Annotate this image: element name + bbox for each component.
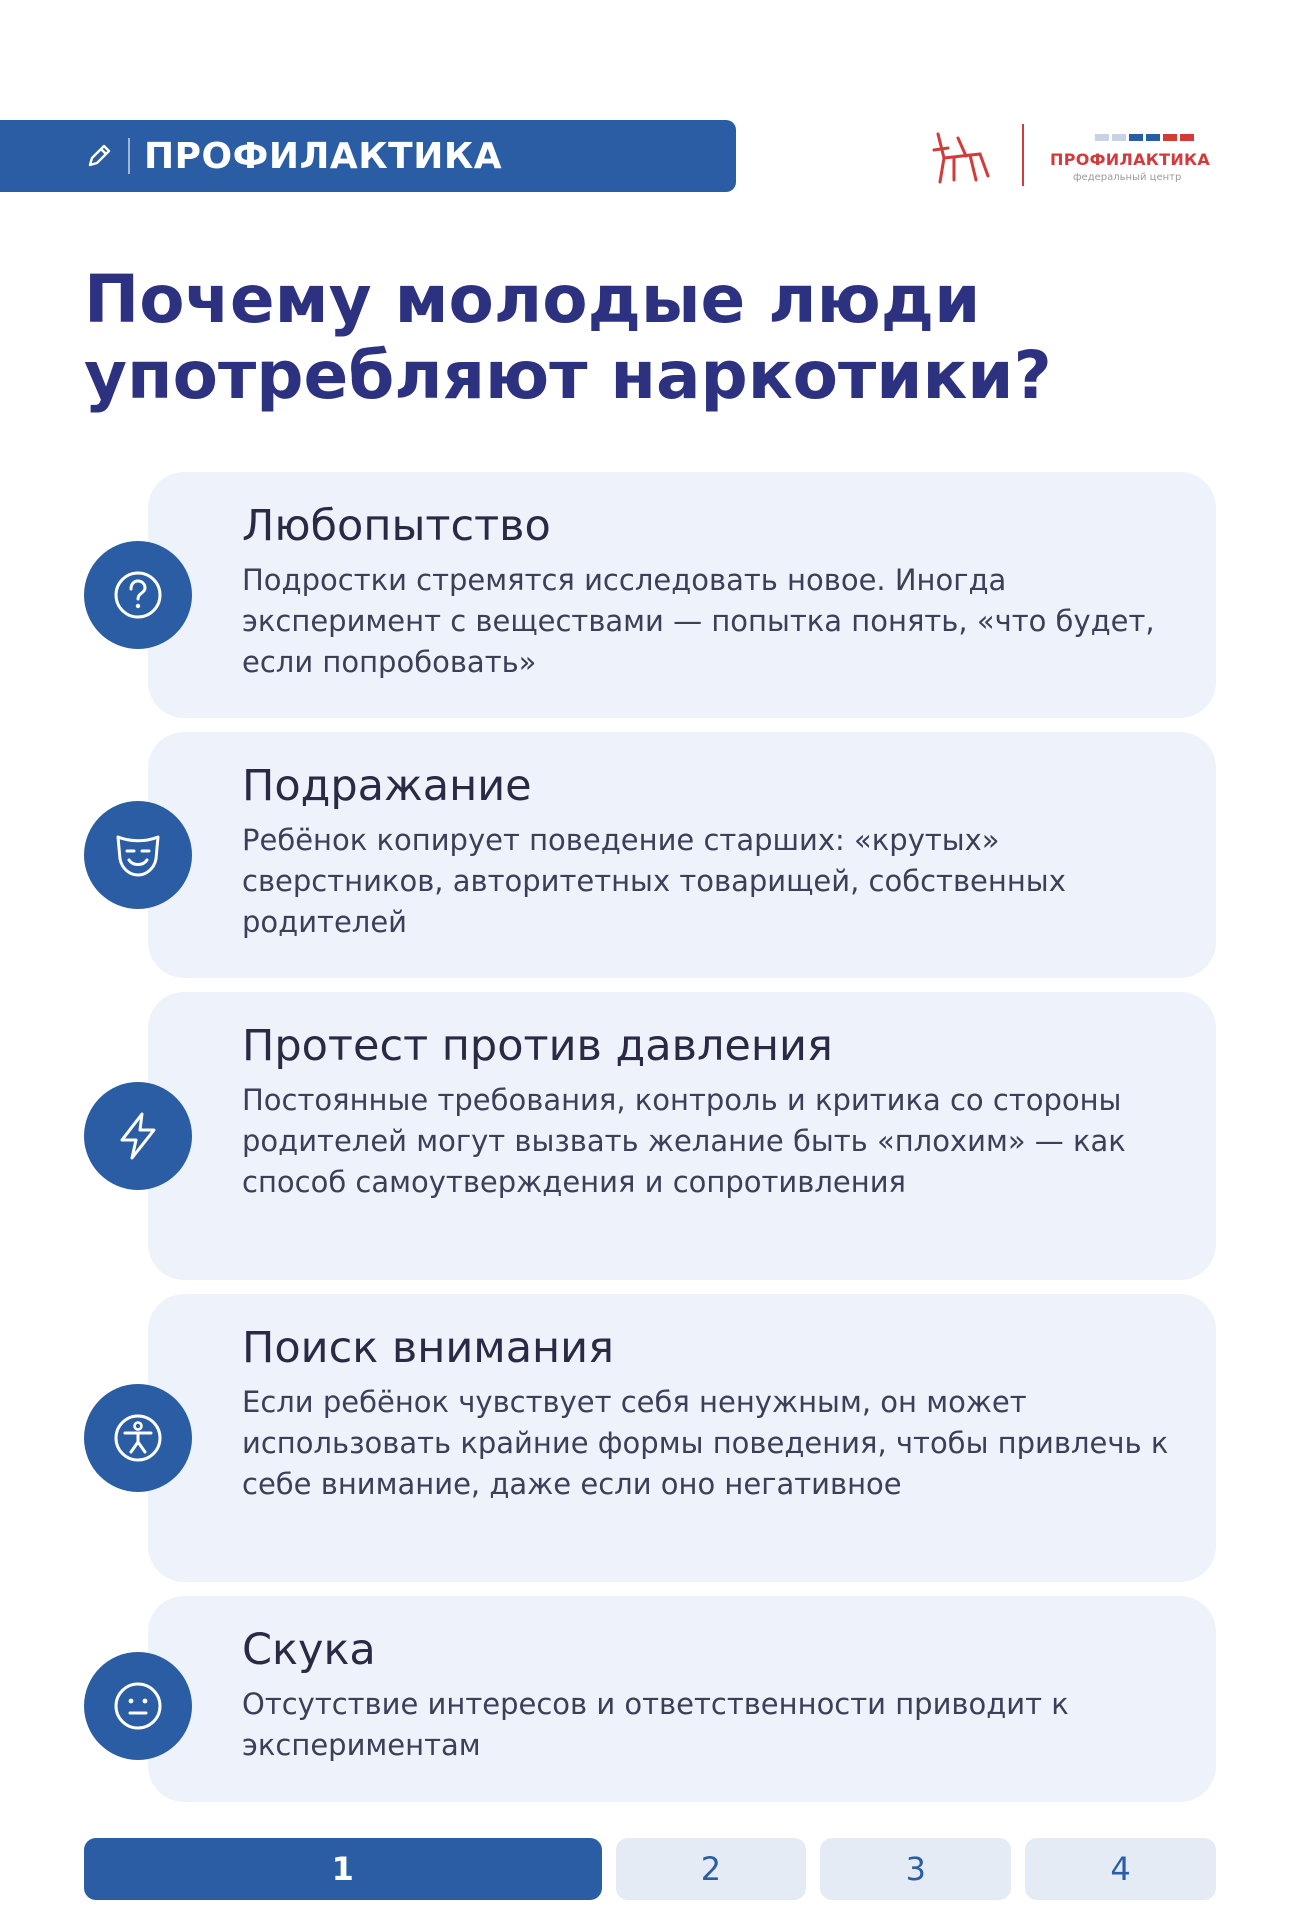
reason-card-protest: [148, 992, 1216, 1280]
reason-card-boredom: [148, 1596, 1216, 1802]
lightning-icon: [84, 1082, 192, 1190]
reason-title: Протест против давления: [242, 1021, 833, 1071]
reason-text: Отсутствие интересов и ответственности приводит к экспериментам: [242, 1687, 1069, 1762]
pagination: [84, 1838, 1216, 1900]
reason-text: Постоянные требования, контроль и критика со стороны родителей могут вызвать желание быть «плохим» — как способ самоутверждения и сопротивления: [242, 1083, 1126, 1199]
page-title-line-2: употребляют наркотики?: [84, 337, 1052, 414]
section-header-bar: [0, 120, 736, 192]
pencil-icon: [84, 141, 114, 171]
logo-color-bars: [1095, 134, 1194, 141]
logo-title: ПРОФИЛАКТИКА: [1050, 150, 1211, 169]
reason-card-imitation: [148, 732, 1216, 978]
page-tab-2[interactable]: 2: [616, 1838, 807, 1900]
neutral-face-icon: [84, 1652, 192, 1760]
logo-divider: [1022, 124, 1024, 186]
section-label: ПРОФИЛАКТИКА: [144, 135, 503, 177]
reason-title: Поиск внимания: [242, 1323, 614, 1373]
reason-text: Ребёнок копирует поведение старших: «крутых» сверстников, авторитетных товарищей, собственных родителей: [242, 823, 1066, 939]
reason-card-curiosity: [148, 472, 1216, 718]
page-tab-1[interactable]: 1: [84, 1838, 602, 1900]
reason-text: Подростки стремятся исследовать новое. Иногда эксперимент с веществами — попытка понять, «что будет, если попробовать»: [242, 563, 1155, 679]
page-tab-4[interactable]: 4: [1025, 1838, 1216, 1900]
brand-logo: [930, 120, 1230, 200]
header-separator: [128, 138, 130, 174]
chair-icon: [930, 128, 994, 186]
person-icon: [84, 1384, 192, 1492]
page-title-line-1: Почему молодые люди: [84, 261, 981, 338]
reason-text: Если ребёнок чувствует себя ненужным, он может использовать крайние формы поведения, чтобы привлечь к себе внимание, даже если оно негативное: [242, 1385, 1169, 1501]
reason-title: Подражание: [242, 761, 532, 811]
page-tab-3[interactable]: 3: [820, 1838, 1011, 1900]
mask-icon: [84, 801, 192, 909]
question-icon: [84, 541, 192, 649]
reason-title: Любопытство: [242, 501, 551, 551]
page-title: [84, 262, 1234, 414]
reason-card-attention: [148, 1294, 1216, 1582]
logo-subtitle: федеральный центр: [1073, 172, 1182, 183]
reason-title: Скука: [242, 1625, 376, 1675]
